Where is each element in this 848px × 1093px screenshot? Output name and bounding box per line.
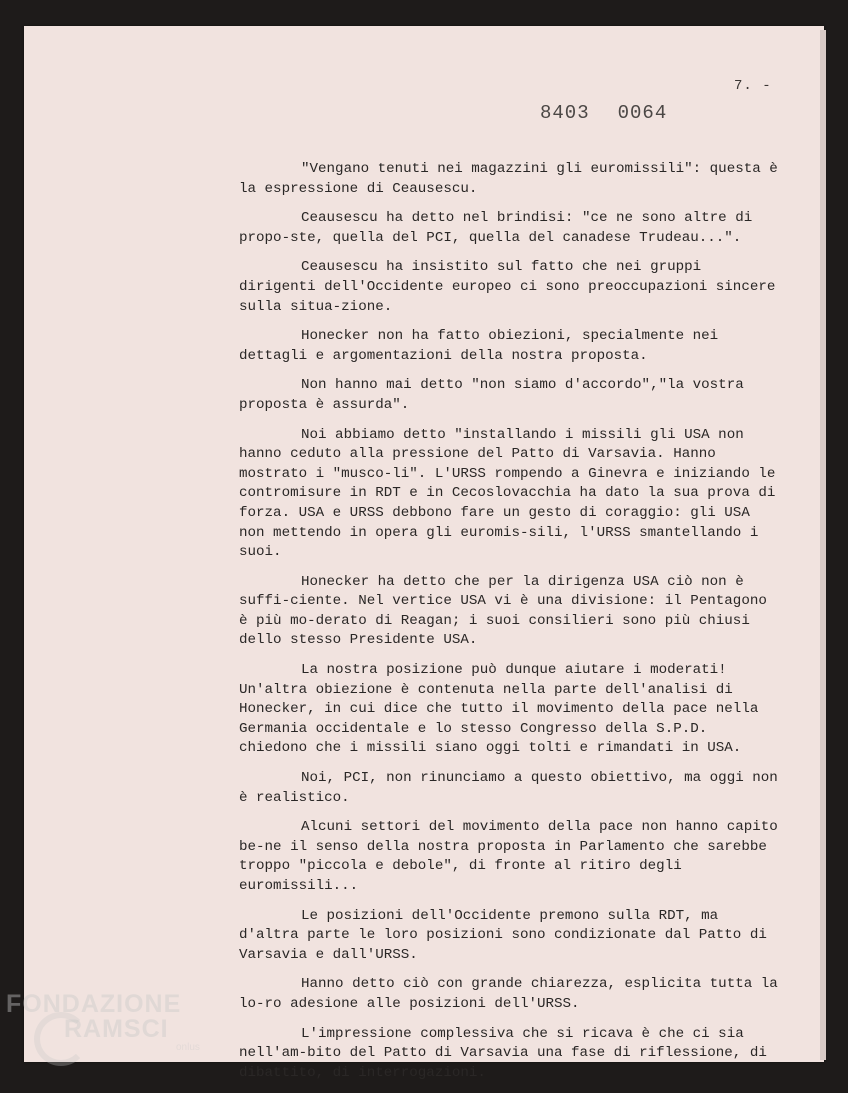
watermark-logo <box>6 990 200 1053</box>
archive-stamp <box>540 102 695 124</box>
paragraph: Noi, PCI, non rinunciamo a questo obiettivo, ma oggi non è realistico. <box>239 770 778 806</box>
stamp-left: 8403 <box>540 102 590 124</box>
watermark-line1: FONDAZIONE <box>6 990 182 1018</box>
document-body <box>239 160 779 1093</box>
watermark-line2: RAMSCI <box>64 1015 169 1043</box>
paragraph: Hanno detto ciò con grande chiarezza, esplicita tutta la lo-ro adesione alle posizioni dell'URSS. <box>239 976 778 1012</box>
paragraph: "Vengano tenuti nei magazzini gli euromissili": questa è la espressione di Ceausescu. <box>239 161 778 197</box>
paragraph: Honecker ha detto che per la dirigenza USA ciò non è suffi-ciente. Nel vertice USA vi è una divisione: il Pentagono è più mo-derato di Reagan; i suoi consilieri sono più chiusi dello stesso Presidente USA. <box>239 573 767 649</box>
paragraph: Alcuni settori del movimento della pace non hanno capito be-ne il senso della nostra proposta in Parlamento che sarebbe troppo "piccola e debole", di fronte al ritiro degli euromissili... <box>239 819 778 894</box>
stamp-right: 0064 <box>617 102 668 124</box>
paragraph: Ceausescu ha insistito sul fatto che nei gruppi dirigenti dell'Occidente europeo ci sono preoccupazioni sincere sulla situa-zione. <box>239 259 776 315</box>
page-edge <box>820 30 826 1060</box>
paragraph: Noi abbiamo detto "installando i missili gli USA non hanno ceduto alla pressione del Patto di Varsavia. Hanno mostrato i "musco-li". L'URSS rompendo a Ginevra e iniziando le contromisure in RDT e in Cecoslovacchia ha dato la sua prova di forza. USA e URSS debbono fare un gesto di coraggio: gli USA non mettendo in opera gli euromis-sili, l'URSS smantellando i suoi. <box>239 426 776 561</box>
page-number: 7. - <box>734 78 772 94</box>
watermark-sub: onlus <box>176 1042 200 1053</box>
g-ring-icon <box>34 1012 88 1066</box>
paragraph: La nostra posizione può dunque aiutare i moderati! Un'altra obiezione è contenuta nella parte dell'analisi di Honecker, in cui dice che tutto il movimento della pace nella Germania occidentale e lo stesso Congresso della S.P.D. chiedono che i missili siano oggi tolti e rimandati in USA. <box>239 662 759 757</box>
paragraph: Ceausescu ha detto nel brindisi: "ce ne sono altre di propo-ste, quella del PCI, quella del canadese Trudeau...". <box>239 210 753 246</box>
paragraph: Le posizioni dell'Occidente premono sulla RDT, ma d'altra parte le loro posizioni sono condizionate dal Patto di Varsavia e dall'URSS. <box>239 907 767 963</box>
paragraph: Honecker non ha fatto obiezioni, specialmente nei dettagli e argomentazioni della nostra proposta. <box>239 328 719 364</box>
paragraph: L'impressione complessiva che si ricava è che ci sia nell'am-bito del Patto di Varsavia una fase di riflessione, di dibattito, di interrogazioni. <box>239 1025 767 1081</box>
paragraph: Non hanno mai detto "non siamo d'accordo","la vostra proposta è assurda". <box>239 377 744 413</box>
